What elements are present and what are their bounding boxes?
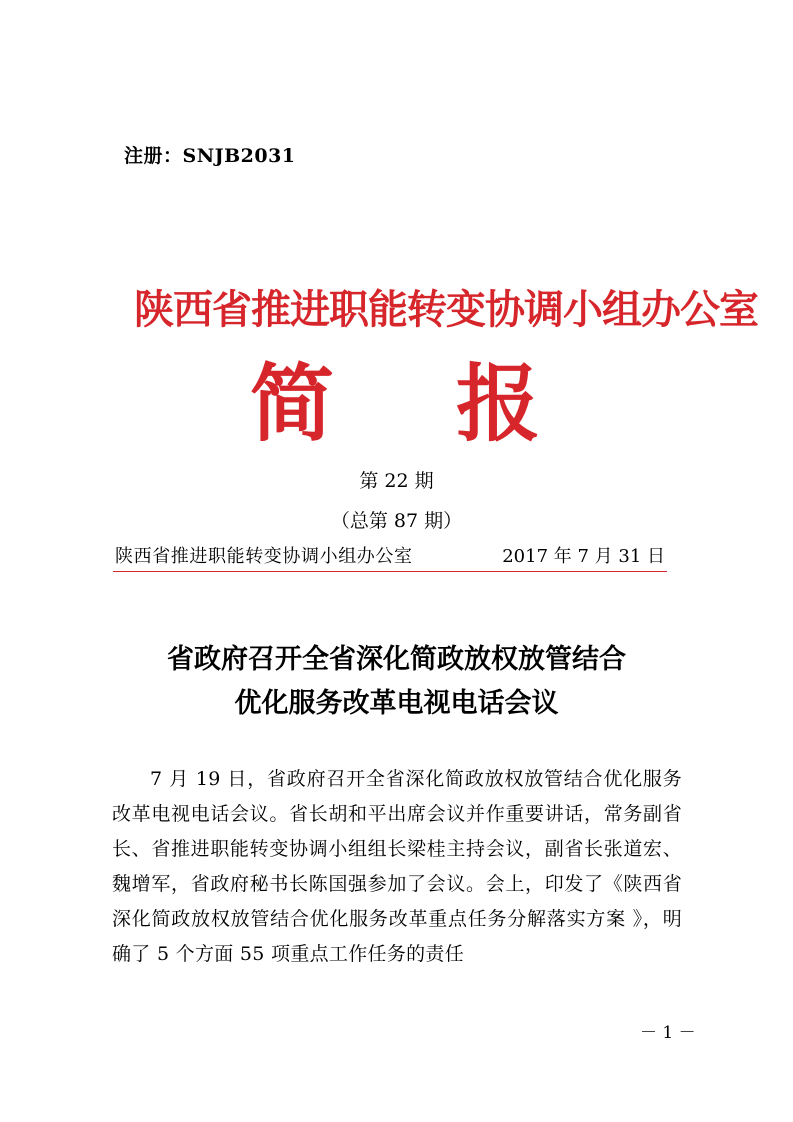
bulletin-title-char-1: 简 [250,355,335,453]
bulletin-title [250,355,540,453]
page-number: － 1 － [640,1023,696,1043]
headline-line-1: 省政府召开全省深化简政放权放管结合 [167,644,626,675]
headline-line-2: 优化服务改革电视电话会议 [234,688,559,719]
meta-date: 2017 年 7 月 31 日 [502,546,665,567]
issue-number: 第 22 期 [359,470,434,492]
issuer-header: 陕西省推进职能转变协调小组办公室 [134,287,758,333]
article-body-paragraph: 7 月 19 日，省政府召开全省深化简政放权放管结合优化服务改革电视电话会议。省长胡和平出席会议并作重要讲话，常务副省长、省推进职能转变协调小组组长梁桂主持会议，副省长张道宏、魏增军，省政府秘书长陈国强参加了会议。会上，印发了《陕西省深化简政放权放管结合优化服务改革重点任务分解落实方案 》，明确了 5 个方面 55 项重点工作任务的责任 [112,768,682,965]
header-divider [113,571,667,572]
registration-number: 注册：SNJB2031 [124,145,296,167]
article-headline [0,638,793,726]
meta-organization: 陕西省推进职能转变协调小组办公室 [115,546,413,567]
bulletin-title-char-2: 报 [455,355,540,453]
total-issue-number: （总第 87 期） [330,510,463,532]
meta-row [115,542,665,568]
